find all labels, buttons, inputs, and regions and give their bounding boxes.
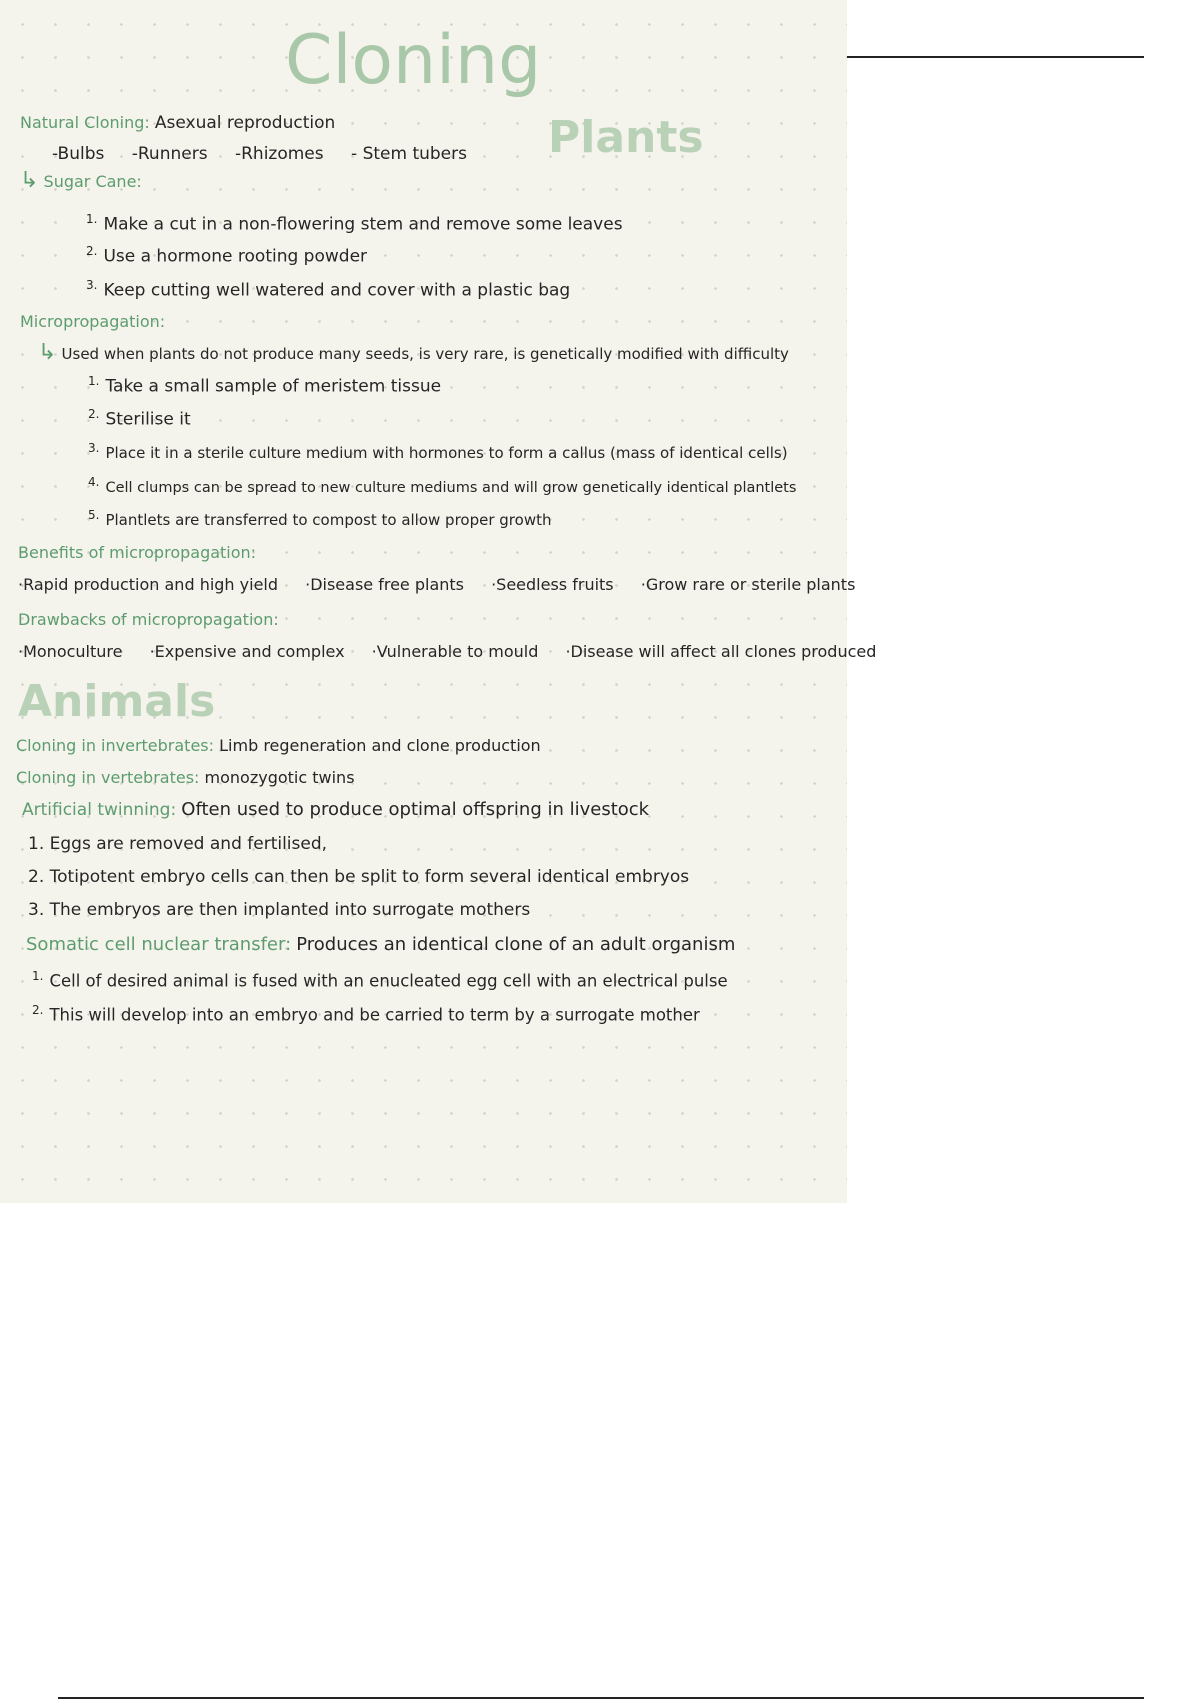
benefit-item: ·Seedless fruits: [491, 575, 614, 594]
arrow-icon: ↳: [38, 340, 57, 365]
benefit-item: ·Grow rare or sterile plants: [640, 575, 856, 594]
micropropagation-used-when: ↳ Used when plants do not produce many seeds, is very rare, is genetically modified with difficulty: [38, 340, 789, 365]
twinning-step: 1. Eggs are removed and fertilised,: [28, 834, 328, 854]
sugar-cane-step: $^{1.}$ Make a cut in a non-flowering stem and remove some leaves: [86, 212, 623, 235]
footer-rule: [58, 1697, 1144, 1699]
micropropagation-label: Micropropagation:: [20, 312, 166, 331]
drawback-item: ·Disease will affect all clones produced: [565, 642, 877, 661]
method-item: -Rhizomes: [234, 144, 324, 164]
method-item: -Runners: [131, 144, 208, 164]
plant-methods-list: [52, 144, 467, 164]
drawbacks-list: [18, 642, 876, 661]
drawback-item: ·Vulnerable to mould: [371, 642, 539, 661]
benefit-item: ·Rapid production and high yield: [18, 575, 279, 594]
micro-step: $^{1.}$ Take a small sample of meristem tissue: [88, 374, 442, 397]
arrow-icon: ↳: [20, 168, 39, 193]
drawback-item: ·Expensive and complex: [149, 642, 345, 661]
natural-cloning-text: Asexual reproduction: [154, 113, 336, 133]
method-item: - Stem tubers: [351, 144, 467, 164]
natural-cloning-line: [20, 113, 335, 133]
micro-step: $^{3.}$ Place it in a sterile culture medium with hormones to form a callus (mass of identical cells): [88, 441, 788, 462]
drawbacks-label: Drawbacks of micropropagation:: [18, 610, 279, 629]
page-title: Cloning: [285, 21, 542, 100]
sugar-cane-label: Sugar Cane:: [43, 172, 142, 191]
artificial-twinning-line: Artificial twinning: Often used to produce optimal offspring in livestock: [22, 799, 650, 820]
drawback-item: ·Monoculture: [18, 642, 123, 661]
scnt-line: Somatic cell nuclear transfer: Produces an identical clone of an adult organism: [26, 934, 736, 955]
invertebrates-line: Cloning in invertebrates: Limb regeneration and clone production: [16, 736, 541, 755]
animals-heading: Animals: [18, 676, 216, 727]
twinning-step: 3. The embryos are then implanted into surrogate mothers: [28, 900, 531, 920]
benefits-list: [18, 575, 855, 594]
header-rule: [847, 56, 1144, 58]
micro-step: $^{5.}$ Plantlets are transferred to compost to allow proper growth: [88, 508, 552, 529]
benefit-item: ·Disease free plants: [305, 575, 464, 594]
sugar-cane-step: $^{2.}$ Use a hormone rooting powder: [86, 244, 368, 267]
sugar-cane-line: [20, 168, 142, 194]
scnt-step: $^{1.}$ Cell of desired animal is fused with an enucleated egg cell with an electrical pulse: [32, 969, 728, 991]
twinning-step: 2. Totipotent embryo cells can then be split to form several identical embryos: [28, 867, 690, 887]
method-item: -Bulbs: [52, 144, 105, 164]
micro-step: $^{4.}$ Cell clumps can be spread to new culture mediums and will grow genetically identical plantlets: [88, 475, 797, 496]
plants-heading: Plants: [548, 112, 704, 163]
natural-cloning-label: Natural Cloning:: [20, 113, 150, 132]
vertebrates-line: Cloning in vertebrates: monozygotic twins: [16, 768, 355, 787]
benefits-label: Benefits of micropropagation:: [18, 543, 257, 562]
scnt-step: $^{2.}$ This will develop into an embryo and be carried to term by a surrogate mother: [32, 1003, 700, 1025]
micro-step: $^{2.}$ Sterilise it: [88, 407, 191, 430]
sugar-cane-step: $^{3.}$ Keep cutting well watered and cover with a plastic bag: [86, 278, 571, 301]
